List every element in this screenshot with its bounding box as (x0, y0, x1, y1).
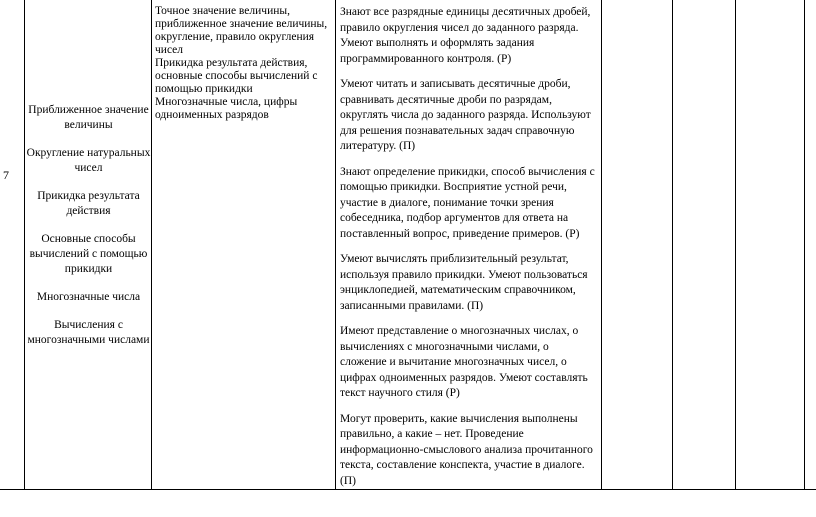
topic-item: Приближенное значение величины (28, 104, 149, 131)
topic-item: Основные способы вычислений с помощью прикидки (29, 233, 148, 275)
outcome-paragraph: Умеют читать и записывать десятичные дроби, сравнивать десятичные дроби по разрядам, округлять числа до заданного разряда. Используют для решения познавательных задач справочную литературу. (П) (340, 78, 591, 152)
table-border-col-7 (804, 0, 805, 490)
table-border-col-1 (24, 0, 25, 490)
concept-item: Точное значение величины, приближенное значение величины, округление, правило округления чисел (155, 5, 328, 56)
outcomes-cell (340, 5, 596, 499)
table-border-col-2 (151, 0, 152, 490)
table-border-col-6 (735, 0, 736, 490)
outcome-paragraph: Могут проверить, какие вычисления выполнены правильно, а какие – нет. Проведение информационно-смыслового анализа прочитанного текста, составление конспекта, участие в диалоге. (П) (340, 412, 593, 487)
table-border-col-4 (601, 0, 602, 490)
outcome-paragraph: Знают определение прикидки, способ вычисления с помощью прикидки. Восприятие устной речи, участие в диалоге, понимание точки зрения собеседника, подбор аргументов для ответа на поставленный вопрос, приведение примеров. (Р) (340, 165, 595, 240)
outcome-paragraph: Умеют вычислять приблизительный результат, используя правило прикидки. Умеют пользоваться энциклопедией, математическим справочником, записанными правилами. (П) (340, 253, 588, 312)
topic-item: Многозначные числа (36, 291, 141, 303)
table-border-col-3 (335, 0, 336, 490)
outcome-paragraph: Имеют представление о многозначных числах, о вычислениях с многозначными числами, о сложение и вычитание многозначных чисел, о цифрах одноименных разрядов. Умеют составлять текст научного стиля (Р) (340, 325, 588, 399)
concept-item: Прикидка результата действия, основные способы вычислений с помощью прикидки (155, 57, 318, 95)
topic-item: Вычисления с многозначными числами (27, 319, 150, 346)
row-number: 7 (3, 168, 9, 182)
topic-item: Округление натуральных чисел (26, 147, 151, 174)
concept-item: Многозначные числа, цифры одноименных разрядов (155, 96, 298, 121)
topic-item: Прикидка результата действия (37, 190, 140, 217)
concepts-cell (155, 5, 333, 122)
topics-cell (26, 103, 151, 361)
outcome-paragraph: Знают все разрядные единицы десятичных дробей, правило округления чисел до заданного разряда. Умеют выполнять и оформлять задания программированного контроля. (Р) (340, 6, 591, 65)
table-border-col-5 (672, 0, 673, 490)
